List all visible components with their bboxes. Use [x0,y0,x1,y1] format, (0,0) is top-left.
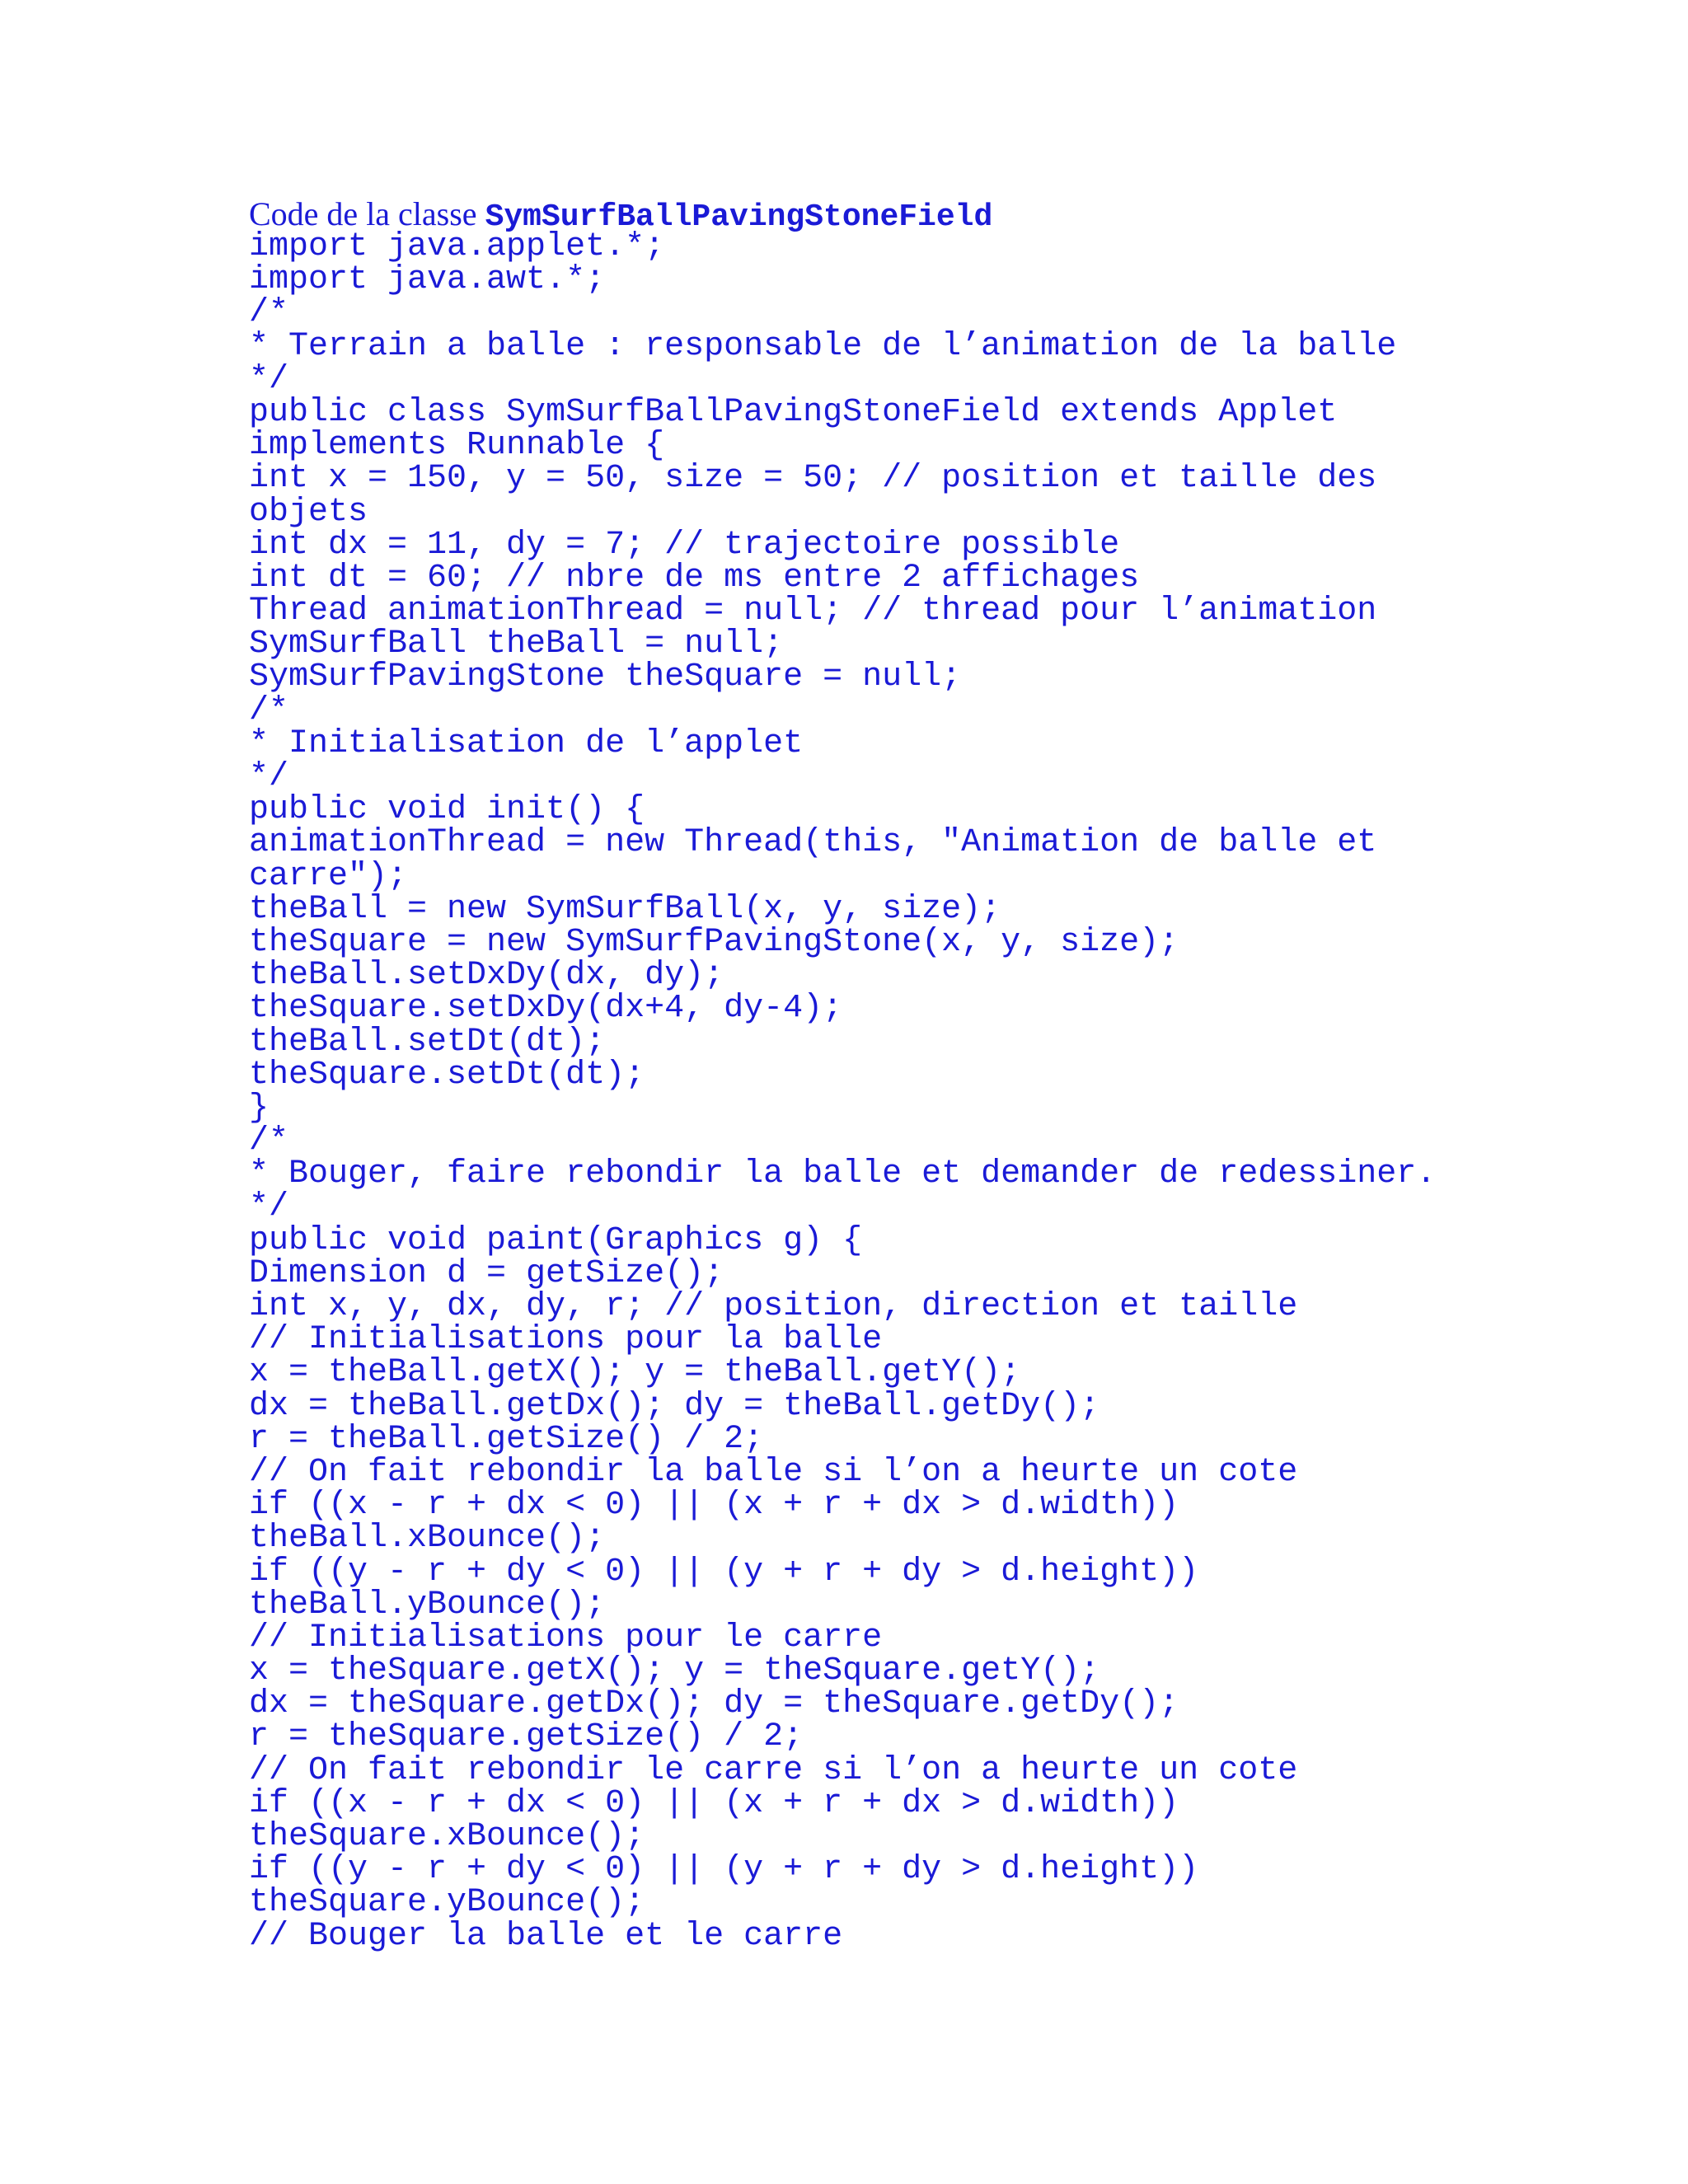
heading-prefix: Code de la classe [249,195,485,232]
code-line: theBall.setDxDy(dx, dy); [249,957,724,995]
code-line: /* [249,1122,289,1160]
code-line: * Terrain a balle : responsable de l’animation de la balle [249,327,1397,365]
code-line: theBall.setDt(dt); [249,1023,606,1061]
code-line: theSquare.yBounce(); [249,1884,645,1922]
code-line: animationThread = new Thread(this, "Animation de balle et [249,824,1377,862]
code-line: public class SymSurfBallPavingStoneField extends Applet [249,393,1338,431]
code-line: x = theSquare.getX(); y = theSquare.getY(); [249,1652,1100,1690]
code-line: // Initialisations pour la balle [249,1321,883,1359]
code-line: // On fait rebondir la balle si l’on a heurte un cote [249,1453,1298,1491]
code-line: SymSurfBall theBall = null; [249,626,784,663]
code-line: * Bouger, faire rebondir la balle et demander de redessiner. [249,1155,1437,1193]
code-line: theBall = new SymSurfBall(x, y, size); [249,890,1001,928]
code-line: if ((x - r + dx < 0) || (x + r + dx > d.width)) [249,1784,1179,1822]
heading-class-name: SymSurfBallPavingStoneField [485,199,993,235]
code-line: theSquare.setDt(dt); [249,1056,645,1094]
code-line: */ [249,758,289,795]
code-line: import java.applet.*; [249,228,665,265]
code-line: int x = 150, y = 50, size = 50; // position et taille des [249,460,1377,498]
code-line: int x, y, dx, dy, r; // position, direction et taille [249,1288,1298,1325]
code-line: theSquare.xBounce(); [249,1818,645,1855]
code-line: int dt = 60; // nbre de ms entre 2 affichages [249,559,1140,597]
code-line: carre"); [249,857,408,895]
code-line: /* [249,691,289,729]
code-line: r = theBall.getSize() / 2; [249,1420,764,1458]
code-line: int dx = 11, dy = 7; // trajectoire possible [249,526,1120,564]
code-line: dx = theSquare.getDx(); dy = theSquare.getDy(); [249,1685,1179,1723]
code-line: */ [249,360,289,398]
code-line: theBall.yBounce(); [249,1586,606,1624]
code-line: if ((y - r + dy < 0) || (y + r + dy > d.height)) [249,1553,1199,1591]
code-line: theSquare = new SymSurfPavingStone(x, y, size); [249,923,1179,961]
document-content [249,195,1650,1955]
code-line: /* [249,294,289,332]
code-line: dx = theBall.getDx(); dy = theBall.getDy(); [249,1387,1100,1425]
code-line: Dimension d = getSize(); [249,1254,724,1292]
code-line: SymSurfPavingStone theSquare = null; [249,658,962,696]
code-line: theBall.xBounce(); [249,1520,606,1558]
section-heading [249,195,1650,235]
code-line: public void init() { [249,791,645,829]
code-line: */ [249,1188,289,1226]
code-line: Thread animationThread = null; // thread pour l’animation [249,593,1377,630]
code-line: // On fait rebondir le carre si l’on a heurte un cote [249,1751,1298,1789]
code-line: import java.awt.*; [249,261,606,299]
code-line: * Initialisation de l’applet [249,724,804,762]
code-line: // Initialisations pour le carre [249,1619,883,1657]
code-line: // Bouger la balle et le carre [249,1917,843,1955]
code-line: public void paint(Graphics g) { [249,1221,863,1259]
code-line: if ((y - r + dy < 0) || (y + r + dy > d.height)) [249,1851,1199,1889]
code-line: } [249,1089,270,1127]
code-listing [249,228,1650,1955]
code-line: objets [249,493,368,531]
code-line: implements Runnable { [249,427,665,465]
code-line: x = theBall.getX(); y = theBall.getY(); [249,1354,1021,1392]
code-line: if ((x - r + dx < 0) || (x + r + dx > d.width)) [249,1487,1179,1525]
code-line: theSquare.setDxDy(dx+4, dy-4); [249,990,843,1028]
code-line: r = theSquare.getSize() / 2; [249,1718,804,1756]
